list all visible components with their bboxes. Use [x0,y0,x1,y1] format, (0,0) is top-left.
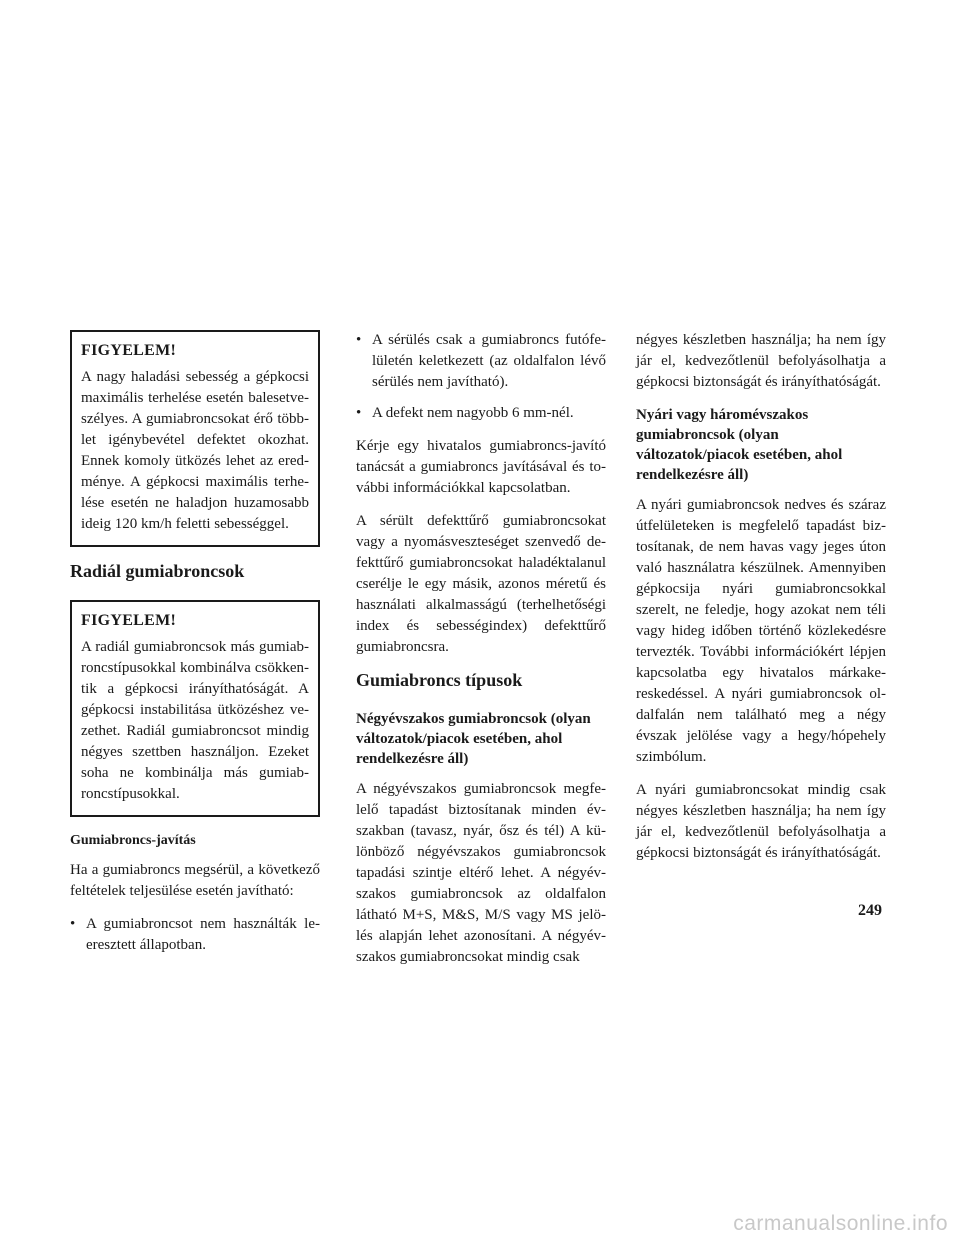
list-item: • A sérülés csak a gumiabroncs futófelületén keletkezett (az oldalfalon lévő sérülés nem javítható). [356,330,606,393]
column-middle [356,330,606,980]
repair-conditions-list [70,914,320,956]
warning-title: FIGYELEM! [81,612,177,629]
list-item: • A defekt nem nagyobb 6 mm-nél. [356,403,606,424]
column-left [70,330,320,968]
watermark: carmanualsonline.info [733,1212,948,1235]
warning-text: A radiál gumiabroncsok más gumiabroncstípusokkal kombinálva csökkentik a gépkocsi irányíthatóságát. A gépkocsi instabilitása ütközéshez vezethet. Radiál gumiabroncsot mindig négyes szettben használjon. Ezeket soha ne kombinálja más gumiabroncstípusokkal. [81,639,309,802]
warning-box-radial [70,600,320,817]
paragraph: négyes készletben használja; ha nem így jár el, kedvezőtlenül befolyásolhatja a gépkocsi biztonságát és irányíthatóságát. [636,332,886,390]
paragraph: A négyévszakos gumiabroncsok megfelelő tapadást biztosítanak minden évszakban (tavasz, nyár, ősz és tél) A különböző négyévszakos gumiabroncsok tapadási szintje eltérő lehet. A négyévszakos gumiabroncsok az oldalfalon látható M+S, M&S, M/S vagy MS jelölés alapján lehet azonosítani. A négyévszakos gumiabroncsokat mindig csak [356,781,606,965]
subheading-all-season: Négyévszakos gumiabroncsok (olyan változatok/piacok esetében, ahol rendelkezésre áll) [356,711,591,767]
paragraph: A nyári gumiabroncsokat mindig csak négyes készletben használja; ha nem így jár el, kedvezőtlenül befolyásolhatja a gépkocsi biztonságát és irányíthatóságát. [636,782,886,861]
subheading-summer: Nyári vagy háromévszakos gumiabroncsok (olyan változatok/piacok esetében, ahol rendelkezésre áll) [636,407,843,483]
warning-text: A nagy haladási sebesség a gépkocsi maximális terhelése esetén balesetveszélyes. A gumiabroncsokat érő többlet igénybevétel defektet okozhat. Ennek komoly ütközés lehet az eredménye. A gépkocsi maximális terhelése esetén ne haladjon huzamosabb ideig 120 km/h feletti sebességgel. [81,369,309,532]
repair-conditions-list-cont [356,330,606,424]
paragraph: A sérült defekttűrő gumiabroncsokat vagy a nyomásveszteséget szenvedő defekttűrő gumiabroncsokat haladéktalanul cserélje le egy másik, azonos méretű és használati alkalmasságú (terhelhetőségi index és sebességindex) defekttűrő gumiabroncsra. [356,513,606,655]
section-title-tire-types: Gumiabroncs típusok [356,670,523,690]
page-number: 249 [858,902,882,919]
warning-title: FIGYELEM! [81,342,177,359]
paragraph: A nyári gumiabroncsok nedves és száraz útfelületeken is megfelelő tapadást biztosítanak, de nem havas vagy jeges úton való használatra készülnek. Amennyiben gépkocsija nyári gumiabroncsokkal szerelt, ne feledje, hogy azokat nem téli vagy hideg időben történő közlekedésre tervezték. További információkért lépjen kapcsolatba egy hivatalos márkakereskedéssel. A nyári gumiabroncsok oldalfalán nem található meg a négy évszak jelölése vagy a hegy/hópehely szimbólum. [636,497,886,765]
paragraph: Ha a gumiabroncs megsérül, a következő feltételek teljesülése esetén javítható: [70,862,320,899]
section-title-radial: Radiál gumiabroncsok [70,561,245,581]
paragraph: Kérje egy hivatalos gumiabroncs-javító tanácsát a gumiabroncs javításával és további információkkal kapcsolatban. [356,438,606,496]
list-item: • A gumiabroncsot nem használták leeresztett állapotban. [70,914,320,956]
column-right [636,330,886,876]
warning-box-speed [70,330,320,547]
subheading-repair: Gumiabroncs-javítás [70,833,196,848]
